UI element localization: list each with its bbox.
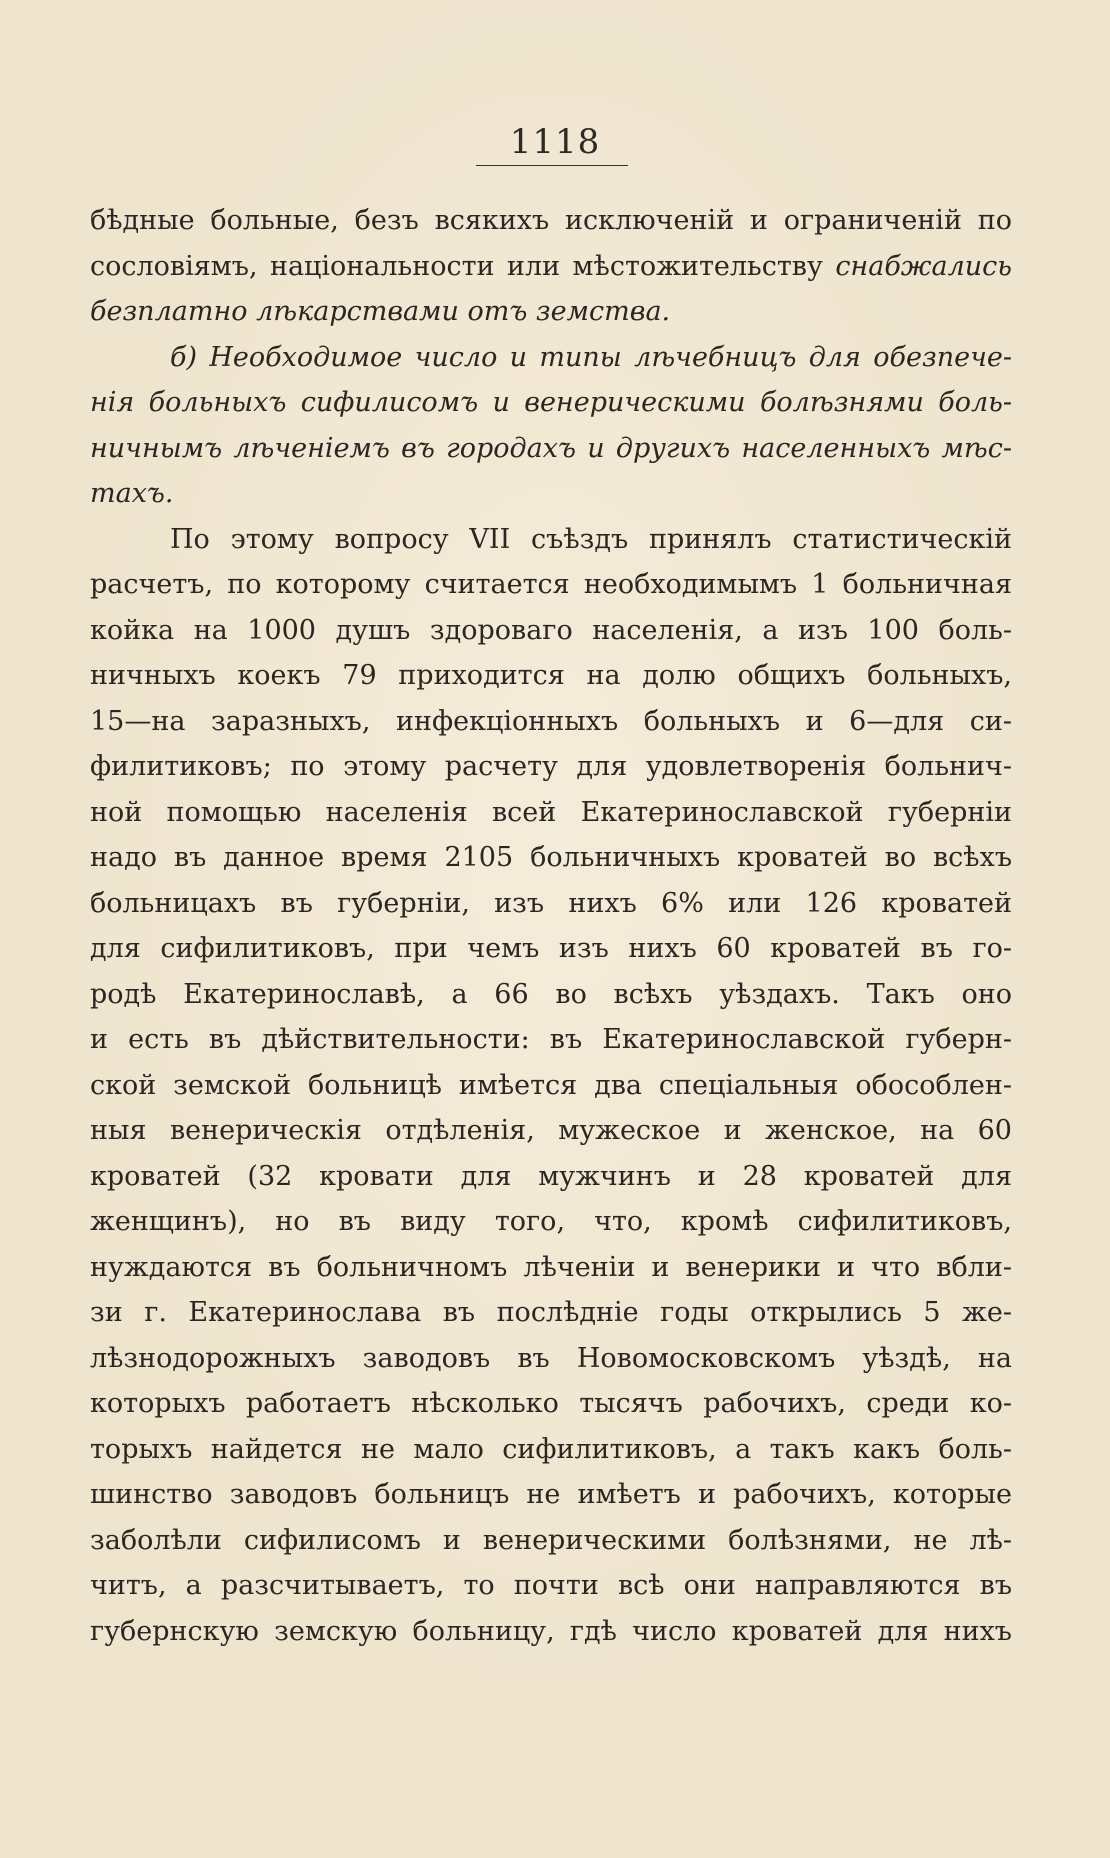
page-number: 1118 xyxy=(509,122,601,162)
text-line-1: бѣдные больные, безъ всякихъ исключеній и ограниченій по xyxy=(90,205,1012,236)
text-line-4: б) Необходимое число и типы лѣчебницъ для обезпече- xyxy=(170,341,1012,373)
text-line-24: нуждаются въ больничномъ лѣченіи и венерики и что вбли- xyxy=(90,1251,1012,1283)
text-line-22: кроватей (32 кровати для мужчинъ и 28 кроватей для xyxy=(90,1160,1012,1192)
text-line-13: филитиковъ; по этому расчету для удовлетворенія больнич- xyxy=(90,751,1012,782)
text-line-19: и есть въ дѣйствительности: въ Екатеринославской губерн- xyxy=(90,1024,1012,1055)
text-line-2-plain: сословіямъ, національности или мѣстожительству xyxy=(90,250,836,282)
text-line-9: расчетъ, по которому считается необходимымъ 1 больничная xyxy=(90,569,1012,600)
body-text xyxy=(90,198,1012,1654)
text-line-27: которыхъ работаетъ нѣсколько тысячъ рабочихъ, среди ко- xyxy=(90,1388,1012,1419)
text-line-25: зи г. Екатеринослава въ послѣдніе годы открылись 5 же- xyxy=(90,1297,1012,1328)
text-line-8: По этому вопросу VII съѣздъ принялъ статистическій xyxy=(170,523,1012,555)
text-line-28: торыхъ найдется не мало сифилитиковъ, а такъ какъ боль- xyxy=(90,1433,1012,1465)
text-line-17: для сифилитиковъ, при чемъ изъ нихъ 60 кроватей въ го- xyxy=(90,933,1012,964)
text-line-18: родѣ Екатеринославѣ, а 66 во всѣхъ уѣздахъ. Такъ оно xyxy=(90,978,1012,1010)
text-line-26: лѣзнодорожныхъ заводовъ въ Новомосковскомъ уѣздѣ, на xyxy=(90,1342,1012,1374)
text-line-12: 15—на заразныхъ, инфекціонныхъ больныхъ и 6—для си- xyxy=(90,705,1012,737)
text-line-23: женщинъ), но въ виду того, что, кромѣ сифилитиковъ, xyxy=(90,1206,1012,1237)
text-line-11: ничныхъ коекъ 79 приходится на долю общихъ больныхъ, xyxy=(90,660,1012,691)
text-line-29: шинство заводовъ больницъ не имѣетъ и рабочихъ, которые xyxy=(90,1479,1012,1510)
text-line-30: заболѣли сифилисомъ и венерическими болѣзнями, не лѣ- xyxy=(90,1524,1012,1556)
text-line-2 xyxy=(90,244,1012,290)
text-line-15: надо въ данное время 2105 больничныхъ кроватей во всѣхъ xyxy=(90,842,1012,873)
text-line-7: тахъ. xyxy=(90,478,174,509)
text-line-14: ной помощью населенія всей Екатеринославской губерніи xyxy=(90,796,1012,828)
text-line-21: ныя венерическія отдѣленія, мужеское и женское, на 60 xyxy=(90,1115,1012,1146)
text-line-3: безплатно лѣкарствами отъ земства. xyxy=(90,296,671,327)
text-line-10: койка на 1000 душъ здороваго населенія, а изъ 100 боль- xyxy=(90,614,1012,646)
text-line-16: больницахъ въ губерніи, изъ нихъ 6% или 126 кроватей xyxy=(90,887,1012,919)
text-line-32: губернскую земскую больницу, гдѣ число кроватей для нихъ xyxy=(90,1615,1012,1647)
text-line-2-italic: снабжались xyxy=(835,250,1012,282)
text-line-31: читъ, а разсчитываетъ, то почти всѣ они направляются въ xyxy=(90,1570,1012,1601)
page-number-rule xyxy=(476,165,628,166)
text-line-20: ской земской больницѣ имѣется два спеціальныя обособлен- xyxy=(90,1069,1012,1101)
text-line-6: ничнымъ лѣченіемъ въ городахъ и другихъ населенныхъ мѣс- xyxy=(90,432,1012,464)
text-line-5: нія больныхъ сифилисомъ и венерическими болѣзнями боль- xyxy=(90,387,1012,418)
